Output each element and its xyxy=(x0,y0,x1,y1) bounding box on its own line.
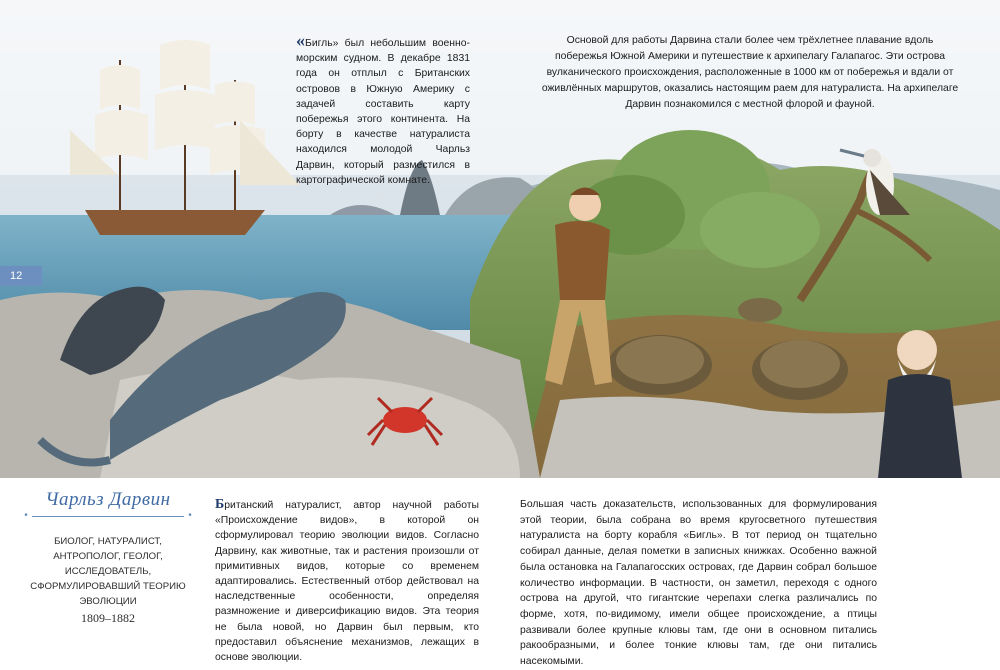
divider-dot-icon: • xyxy=(188,510,192,521)
drop-initial: Б xyxy=(215,497,225,512)
bio-divider xyxy=(22,512,194,520)
drop-initial: « xyxy=(296,30,305,50)
bottom-left-text: ританский натуралист, автор научной работы «Происхождение видов», в которой он сформулировал теорию эволюции видов. Согласно Дарвину, как животные, так и растения произошли от примитивных видов, которые со временем адаптировались. Естественный отбор действовал на наследственные особенности, определяя размножение и диверсификацию видов. Эта теория не была новой, но Дарвин был первым, кто предоставил объяснение механизмов, лежащих в основе эволюции. xyxy=(215,500,479,664)
bottom-left-paragraph xyxy=(215,497,479,665)
ship-paragraph-text: Бигль» был небольшим военно-морским судном. В декабре 1831 года он отплыл с Британских островов в Южную Америку с задачей составить карту побережья этого континента. На борту в качестве натуралиста находился молодой Чарльз Дарвин, который разместился в картографической комнате. xyxy=(296,38,470,186)
page-number: 12 xyxy=(0,266,42,286)
bio-box xyxy=(22,488,194,626)
ship-paragraph xyxy=(296,30,470,188)
bottom-right-paragraph: Большая часть доказательств, использованных для формулирования этой теории, была собрана во время кругосветного путешествия натуралиста на борту корабля «Бигль». В тот период он тщательно собирал данные, делая пометки в записных книжках. Особенно важной была остановка на Галапагосских островах, где Дарвин собрал большое количество информации. В частности, он заметил, переходя с одного острова на другой, что гигантские черепахи слегка различались по форме, хотя, по-видимому, имели общее происхождение, а птицы развивали более крупные клювы там, где они в основном питались ракообразными, и более тонкие клювы там, где они питались насекомыми. xyxy=(520,499,877,668)
voyage-paragraph: Основой для работы Дарвина стали более чем трёхлетнее плавание вдоль побережья Южной Америки и путешествие к архипелагу Галапагос. Эти острова вулканического происхождения, расположенные в 1000 км от побережья и вдали от оживлённых маршрутов, оказались настоящим раем для натуралиста. На архипелаге Дарвин познакомился с местной флорой и фауной. xyxy=(541,35,959,110)
bio-years: 1809–1882 xyxy=(81,611,135,625)
bio-name: Чарльз Дарвин xyxy=(45,489,171,510)
bio-role: БИОЛОГ, НАТУРАЛИСТ, АНТРОПОЛОГ, ГЕОЛОГ, ИССЛЕДОВАТЕЛЬ, СФОРМУЛИРОВАВШИЙ ТЕОРИЮ ЭВОЛЮЦИИ xyxy=(30,536,186,607)
divider-dot-icon: • xyxy=(24,510,28,521)
